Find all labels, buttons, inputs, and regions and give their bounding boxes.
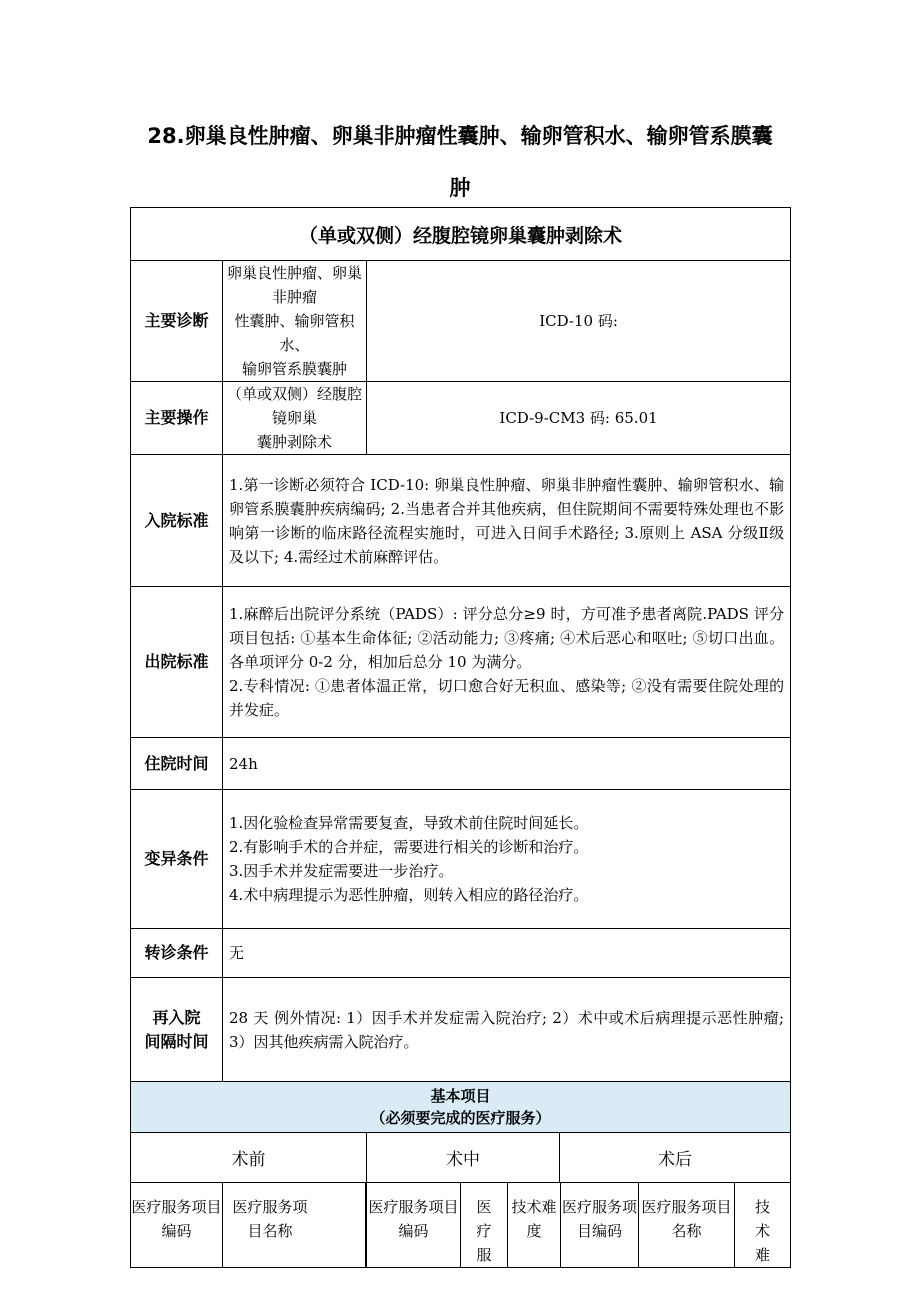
discharge-criteria-label: 出院标准 [131,587,223,738]
col-post-difficulty [735,1183,791,1268]
hospital-stay-label: 住院时间 [131,738,223,790]
operation-line: （单或双侧）经腹腔镜卵巢 [226,385,362,427]
col-post-code: 医疗服务项目编码 [561,1183,639,1268]
readmission-label [131,978,223,1082]
phase-postop: 术后 [560,1133,791,1183]
hospital-stay-value: 24h [223,738,791,790]
admission-criteria-label: 入院标准 [131,455,223,587]
readmission-label-line: 间隔时间 [144,1031,209,1051]
basic-items-title: 基本项目 [430,1087,491,1105]
col-pre-difficulty [366,1183,367,1268]
col-intra-service [461,1183,508,1268]
col-pre-code: 医疗服务项目编码 [131,1183,223,1268]
diagnosis-line: 输卵管系膜囊肿 [241,360,347,378]
main-operation-label: 主要操作 [131,382,223,455]
operation-line: 囊肿剥除术 [256,433,332,451]
variation-list [223,790,791,929]
col-post-name: 医疗服务项目名称 [639,1183,735,1268]
basic-items-subtitle: （必须要完成的医疗服务） [370,1109,551,1127]
discharge-paragraph: 1.麻醉后出院评分系统（PADS）: 评分总分≥9 时，方可准予患者离院.PADS 评分项目包括: ①基本生命体征; ②活动能力; ③疼痛; ④术后恶心和呕吐; ⑤切口出血。各单项评分 0-2 分，相加后总分 10 为满分。 [229,605,785,671]
col-intra-difficulty: 技术难度 [508,1183,561,1268]
discharge-criteria-text [223,587,791,738]
col-post-difficulty-text: 技术难 [755,1198,771,1264]
variation-item: 4.术中病理提示为恶性肿瘤，则转入相应的路径治疗。 [229,886,589,904]
variation-label: 变异条件 [131,790,223,929]
procedure-title: （单或双侧）经腹腔镜卵巢囊肿剥除术 [131,208,791,261]
referral-label: 转诊条件 [131,929,223,978]
phase-preop: 术前 [131,1133,367,1183]
readmission-text: 28 天 例外情况: 1）因手术并发症需入院治疗; 2）术中或术后病理提示恶性肿瘤; 3）因其他疾病需入院治疗。 [223,978,791,1082]
readmission-label-line: 再入院 [152,1007,201,1027]
clinical-pathway-table [130,207,791,1268]
col-intra-service-text: 医疗服 [476,1198,492,1264]
admission-criteria-text: 1.第一诊断必须符合 ICD-10: 卵巢良性肿瘤、卵巢非肿瘤性囊肿、输卵管积水、输卵管系膜囊肿疾病编码; 2.当患者合并其他疾病，但住院期间不需要特殊处理也不影响第一诊断的临床路径流程实施时，可进入日间手术路径; 3.原则上 ASA 分级Ⅱ级及以下; 4.需经过术前麻醉评估。 [223,455,791,587]
diagnosis-line: 性囊肿、输卵管积水、 [234,312,355,354]
icd9-code: ICD-9-CM3 码: 65.01 [367,382,791,455]
diagnosis-line: 卵巢良性肿瘤、卵巢非肿瘤 [226,264,362,306]
variation-item: 3.因手术并发症需要进一步治疗。 [229,862,454,880]
col-intra-code: 医疗服务项目编码 [367,1183,461,1268]
basic-items-header [131,1082,791,1133]
variation-item: 2.有影响手术的合并症，需要进行相关的诊断和治疗。 [229,838,589,856]
main-operation-value [223,382,367,455]
referral-value: 无 [223,929,791,978]
icd10-code: ICD-10 码: [367,261,791,382]
phase-intraop: 术中 [367,1133,560,1183]
document-title: 28.卵巢良性肿瘤、卵巢非肿瘤性囊肿、输卵管积水、输卵管系膜囊 [147,124,773,148]
variation-item: 1.因化验检查异常需要复查，导致术前住院时间延长。 [229,814,589,832]
col-pre-name: 医疗服务项目名称 [223,1183,366,1268]
discharge-paragraph: 2.专科情况: ①患者体温正常，切口愈合好无积血、感染等; ②没有需要住院处理的并发症。 [229,677,785,719]
main-diagnosis-value [223,261,367,382]
document-title-continued: 肿 [449,176,471,200]
main-diagnosis-label: 主要诊断 [131,261,223,382]
